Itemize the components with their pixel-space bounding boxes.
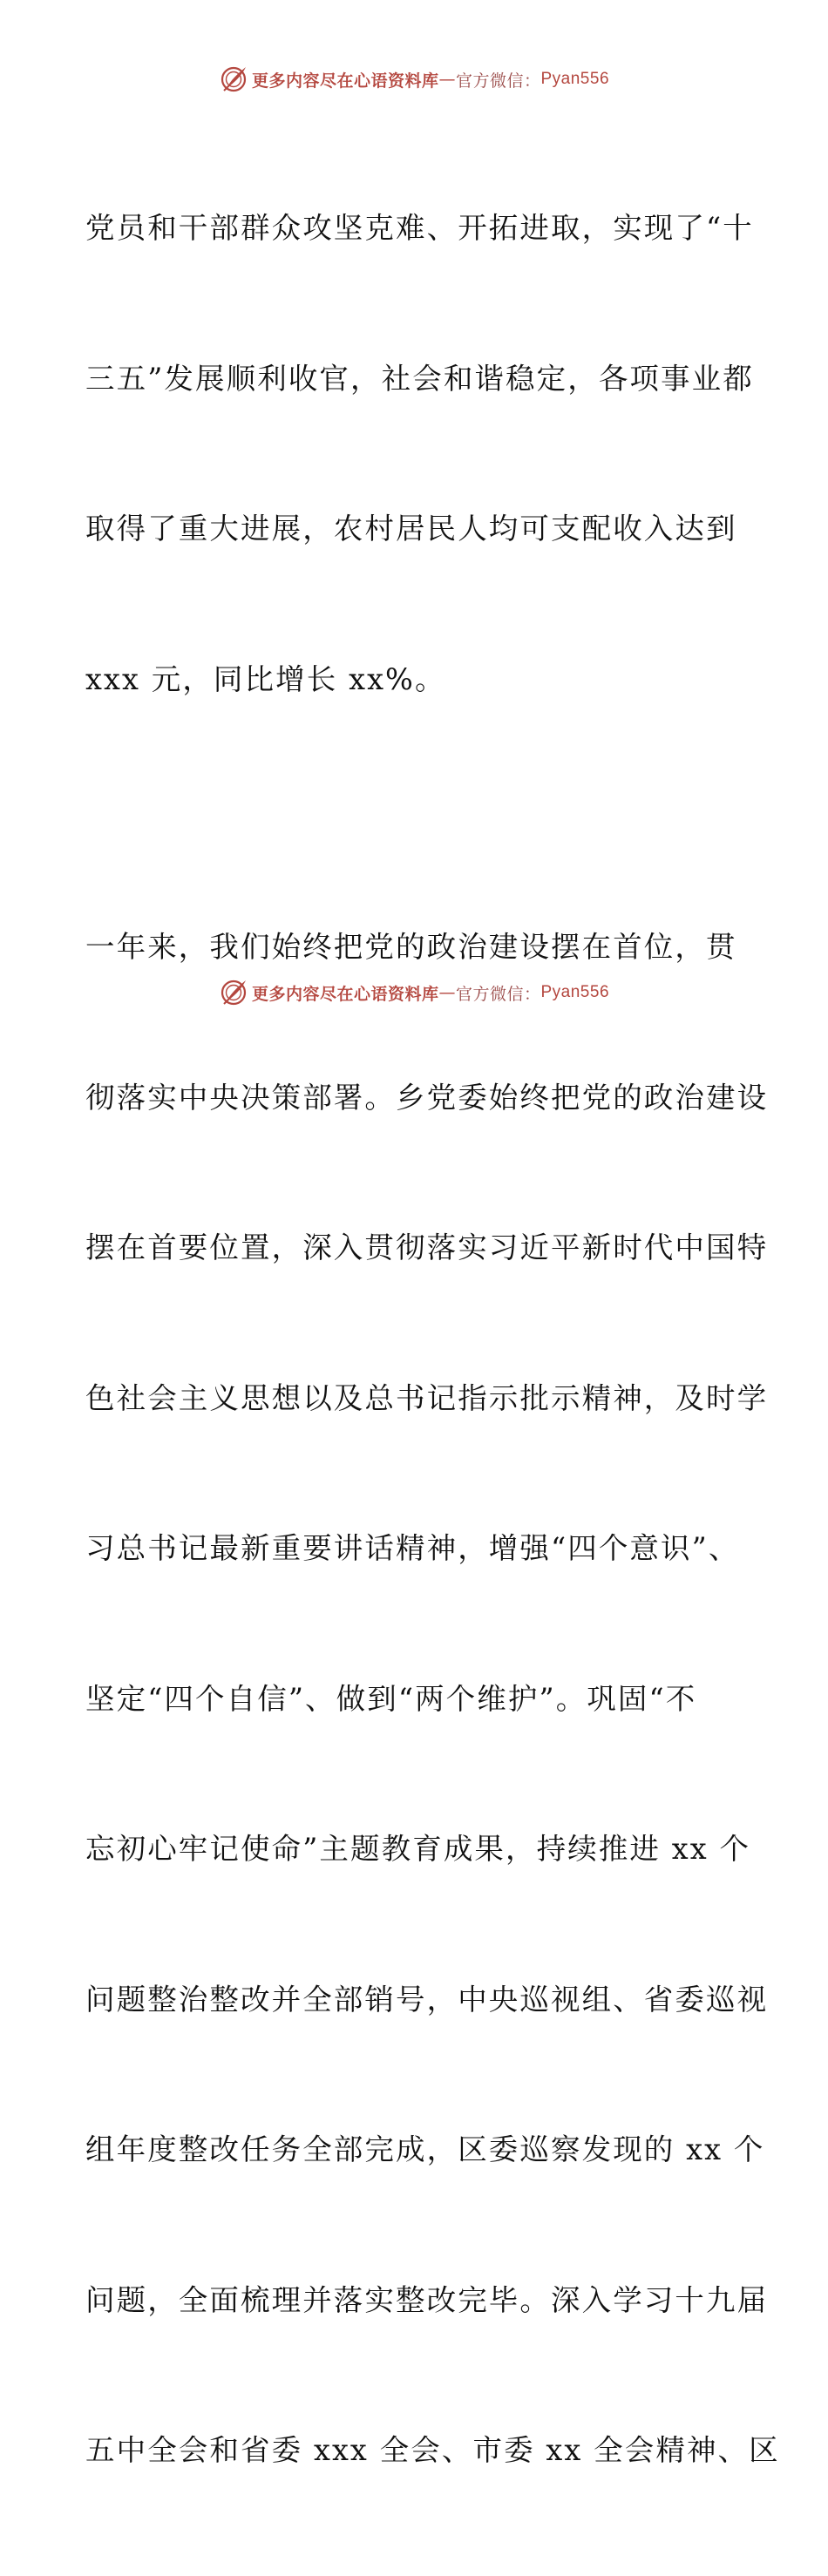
header-watermark xyxy=(0,64,828,94)
quill-logo-icon xyxy=(219,64,248,94)
text-line: 党员和干部群众攻坚克难、开拓进取，实现了“十 xyxy=(85,211,754,245)
paragraph-1 xyxy=(85,103,754,804)
footer-watermark xyxy=(0,978,828,1007)
watermark-account-id: Pyan556 xyxy=(540,70,610,88)
text-line: 五中全会和省委 xxx 全会、市委 xx 全会精神、区 xyxy=(85,2433,780,2467)
quill-logo-icon xyxy=(219,978,248,1007)
watermark-account-id: Pyan556 xyxy=(540,983,610,1001)
watermark-main-text: 更多内容尽在心语资料库 xyxy=(251,984,439,1004)
text-line: 忘初心牢记使命”主题教育成果，持续推进 xx 个 xyxy=(85,1832,751,1866)
text-line: 问题整治整改并全部销号，中央巡视组、省委巡视 xyxy=(85,1982,769,2017)
watermark-label: 官方微信： xyxy=(455,71,541,91)
text-line: 摆在首要位置，深入贯彻落实习近平新时代中国特 xyxy=(85,1230,769,1264)
watermark-main-text: 更多内容尽在心语资料库 xyxy=(251,71,439,91)
document-body xyxy=(85,103,780,2576)
text-line: xxx 元，同比增长 xx%。 xyxy=(85,661,446,696)
paragraph-2 xyxy=(85,822,780,2576)
text-line: 坚定“四个自信”、做到“两个维护”。巩固“不 xyxy=(85,1681,697,1716)
text-line: 色社会主义思想以及总书记指示批示精神，及时学 xyxy=(85,1380,769,1415)
text-line: 问题，全面梳理并落实整改完毕。深入学习十九届 xyxy=(85,2282,769,2317)
text-line: 取得了重大进展，农村居民人均可支配收入达到 xyxy=(85,512,737,546)
watermark-label: 官方微信： xyxy=(455,984,541,1004)
text-line: 彻落实中央决策部署。乡党委始终把党的政治建设 xyxy=(85,1080,769,1115)
text-line: 一年来，我们始终把党的政治建设摆在首位，贯 xyxy=(85,930,737,964)
text-line: 习总书记最新重要讲话精神，增强“四个意识”、 xyxy=(85,1531,740,1565)
watermark-dash: — xyxy=(438,70,456,89)
watermark-dash: — xyxy=(438,983,456,1002)
text-line: 三五”发展顺利收官，社会和谐稳定，各项事业都 xyxy=(85,361,754,396)
text-line: 组年度整改任务全部完成，区委巡察发现的 xx 个 xyxy=(85,2132,765,2166)
